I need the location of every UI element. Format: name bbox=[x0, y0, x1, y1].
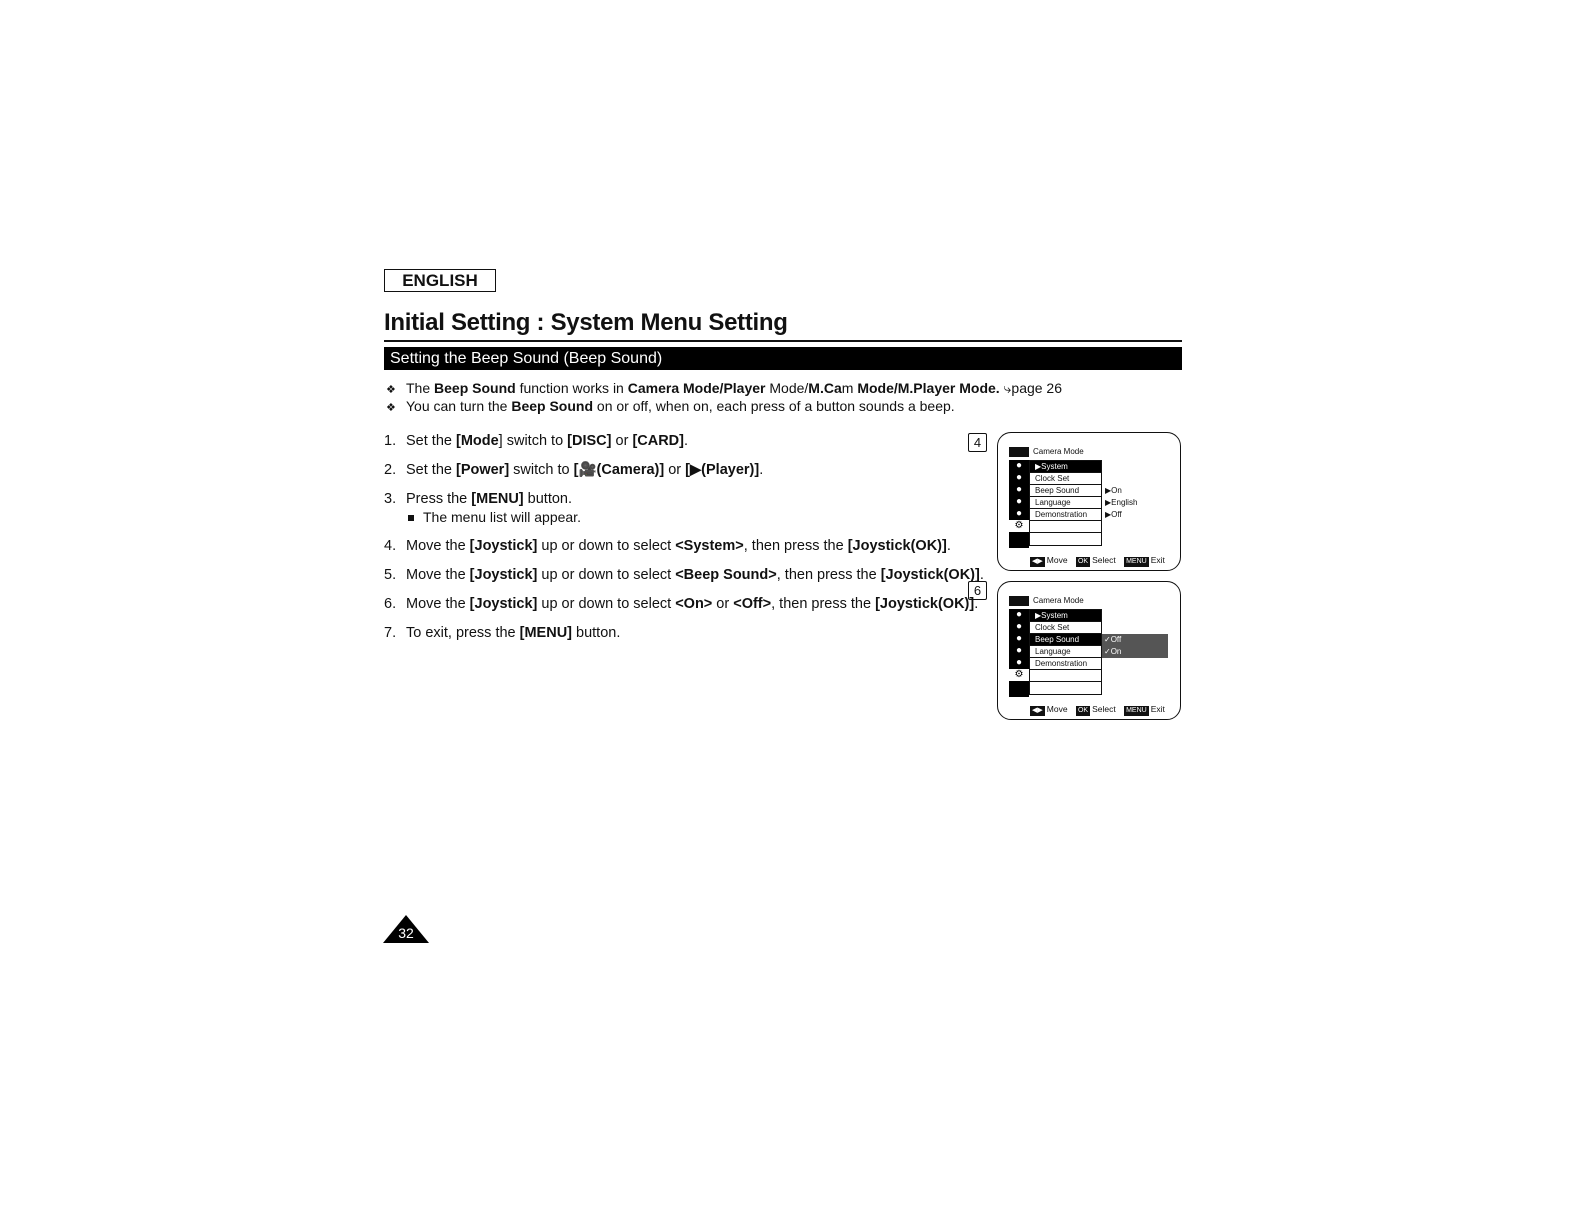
menu-icon: MENU bbox=[1126, 707, 1147, 714]
step-text: Move the [Joystick] up or down to select <On> or <Off>, then press the [Joystick(OK)]. bbox=[406, 596, 979, 612]
bullet-item bbox=[386, 397, 955, 417]
square-bullet-icon bbox=[408, 515, 414, 521]
menu-item[interactable]: Language bbox=[1030, 497, 1101, 509]
camera-icon: ● bbox=[1015, 460, 1023, 471]
step-number: 2. bbox=[384, 462, 397, 478]
ok-icon: OK bbox=[1077, 707, 1089, 714]
figure-number: 6 bbox=[968, 581, 987, 600]
step-number: 4. bbox=[384, 538, 397, 554]
film-icon: ● bbox=[1015, 633, 1023, 644]
menu-header: Camera Mode bbox=[1009, 595, 1103, 607]
menu-item[interactable]: Demonstration bbox=[1030, 509, 1101, 521]
option-value: ▶On bbox=[1105, 486, 1122, 495]
camera-icon bbox=[1009, 447, 1029, 457]
tv-icon: ● bbox=[1015, 657, 1023, 668]
menu-list bbox=[1029, 460, 1102, 546]
menu-item[interactable]: Beep Sound bbox=[1030, 485, 1101, 497]
diamond-bullet-icon: ❖ bbox=[386, 384, 396, 396]
move-arrows-icon: ◀▶ bbox=[1032, 707, 1043, 714]
menu-screen-figure bbox=[997, 432, 1181, 571]
tv-icon: ● bbox=[1015, 508, 1023, 519]
bullet-item bbox=[386, 379, 1062, 399]
step-item bbox=[384, 624, 620, 642]
section-title: Setting the Beep Sound (Beep Sound) bbox=[384, 347, 1182, 370]
menu-item[interactable]: Beep Sound bbox=[1030, 634, 1101, 646]
step-text: Set the [Mode] switch to [DISC] or [CARD]. bbox=[406, 433, 689, 449]
menu-item bbox=[1030, 533, 1101, 545]
gear-icon: ⚙ bbox=[1009, 669, 1029, 681]
option-value[interactable]: ✓On bbox=[1102, 646, 1168, 658]
step-number: 3. bbox=[384, 491, 397, 507]
menu-item[interactable] bbox=[1030, 670, 1101, 682]
menu-header: Camera Mode bbox=[1009, 446, 1103, 458]
menu-item[interactable]: ▶System bbox=[1030, 461, 1101, 473]
settings-icon: ● bbox=[1015, 621, 1023, 632]
step-number: 1. bbox=[384, 433, 397, 449]
menu-footer: ◀▶ Move OK Select MENU Exit bbox=[1032, 555, 1165, 565]
move-arrows-icon: ◀▶ bbox=[1032, 558, 1043, 565]
step-item bbox=[384, 490, 572, 508]
step-text: To exit, press the [MENU] button. bbox=[406, 625, 621, 641]
step-number: 7. bbox=[384, 625, 397, 641]
step-item bbox=[384, 461, 763, 479]
subnote-text: The menu list will appear. bbox=[423, 509, 581, 525]
language-badge: ENGLISH bbox=[384, 269, 496, 292]
step-number: 5. bbox=[384, 567, 397, 583]
step-text: Press the [MENU] button. bbox=[406, 491, 573, 507]
disc-icon: ● bbox=[1015, 496, 1023, 507]
option-value: ▶English bbox=[1105, 498, 1138, 507]
step-text: Set the [Power] switch to [🎥(Camera)] or [▶(Player)]. bbox=[406, 462, 764, 478]
menu-item[interactable]: Language bbox=[1030, 646, 1101, 658]
settings-icon: ● bbox=[1015, 472, 1023, 483]
menu-item[interactable]: Clock Set bbox=[1030, 622, 1101, 634]
step-item bbox=[384, 432, 688, 450]
bullet-text: The Beep Sound function works in Camera Mode/Player Mode/M.Cam Mode/M.Player Mode. ⤷page 26 bbox=[406, 380, 1063, 396]
menu-icon-column bbox=[1009, 609, 1029, 697]
menu-list bbox=[1029, 609, 1102, 695]
step-item bbox=[384, 537, 951, 555]
diamond-bullet-icon: ❖ bbox=[386, 402, 396, 414]
menu-item bbox=[1030, 682, 1101, 694]
film-icon: ● bbox=[1015, 484, 1023, 495]
menu-item[interactable]: ▶System bbox=[1030, 610, 1101, 622]
step-subnote bbox=[408, 509, 581, 525]
option-value[interactable]: ✓Off bbox=[1102, 634, 1168, 646]
camera-icon: ● bbox=[1015, 609, 1023, 620]
menu-icon: MENU bbox=[1126, 558, 1147, 565]
menu-screen-figure bbox=[997, 581, 1181, 720]
menu-footer: ◀▶ Move OK Select MENU Exit bbox=[1032, 704, 1165, 714]
ok-icon: OK bbox=[1077, 558, 1089, 565]
camera-icon bbox=[1009, 596, 1029, 606]
step-item bbox=[384, 566, 984, 584]
title-divider bbox=[384, 340, 1182, 342]
step-text: Move the [Joystick] up or down to select <Beep Sound>, then press the [Joystick(OK)]. bbox=[406, 567, 984, 583]
step-text: Move the [Joystick] up or down to select <System>, then press the [Joystick(OK)]. bbox=[406, 538, 951, 554]
menu-item[interactable]: Demonstration bbox=[1030, 658, 1101, 670]
option-value: ▶Off bbox=[1105, 510, 1122, 519]
step-item bbox=[384, 595, 978, 613]
page-number: 32 bbox=[398, 925, 414, 941]
disc-icon: ● bbox=[1015, 645, 1023, 656]
bullet-text: You can turn the Beep Sound on or off, when on, each press of a button sounds a beep. bbox=[406, 398, 955, 414]
menu-icon-column bbox=[1009, 460, 1029, 548]
menu-item[interactable] bbox=[1030, 521, 1101, 533]
gear-icon: ⚙ bbox=[1009, 520, 1029, 532]
menu-item[interactable]: Clock Set bbox=[1030, 473, 1101, 485]
step-number: 6. bbox=[384, 596, 397, 612]
page-title: Initial Setting : System Menu Setting bbox=[384, 309, 788, 336]
figure-number: 4 bbox=[968, 433, 987, 452]
